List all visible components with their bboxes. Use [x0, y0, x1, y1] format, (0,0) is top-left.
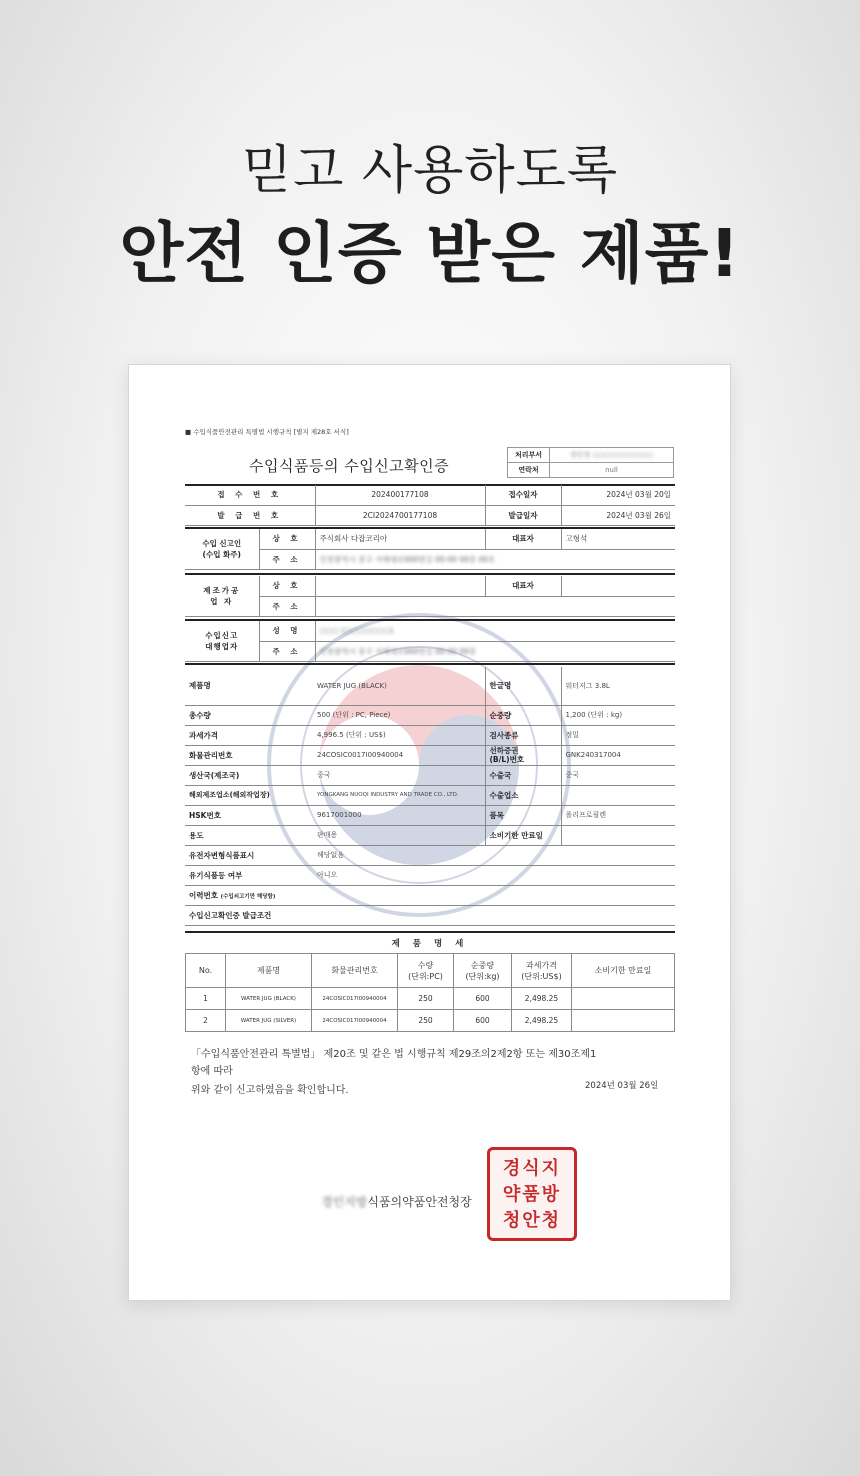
- detail-value: 폴리프로필렌: [561, 805, 675, 825]
- detail-value: 500 (단위 : PC, Piece): [313, 705, 485, 725]
- agent-table: [185, 621, 675, 662]
- detail-label: 소비기한 만료일: [485, 825, 561, 845]
- importer-rep: 고형석: [561, 529, 675, 549]
- manufacturer-rep-label: 대표자: [485, 576, 561, 596]
- confirm-text: 위와 같이 신고하였음을 확인합니다.: [191, 1085, 349, 1096]
- detail-label: 검사종류: [485, 725, 561, 745]
- detail-label: 유기식품등 여부: [185, 865, 313, 885]
- table-row: 1 WATER JUG (BLACK) 24COSIC017I00940004 250 600 2,498.25: [186, 988, 675, 1010]
- detail-value: 9617001000: [313, 805, 485, 825]
- law-text-line-1: 「수입식품안전관리 특별법」 제20조 및 같은 법 시행규칙 제29조의2제2항 또는 제30조제1: [191, 1049, 597, 1060]
- detail-label: 용도: [185, 825, 313, 845]
- detail-value: 판매용: [313, 825, 485, 845]
- product-header: 과세가격 (단위:US$): [512, 954, 572, 988]
- product-header: 소비기한 만료일: [572, 954, 675, 988]
- detail-label: 선하증권 (B/L)번호: [485, 745, 561, 765]
- meta-value: null: [550, 463, 674, 478]
- document-title: 수입식품등의 수입신고확인증: [249, 457, 450, 475]
- agent-section-label: 수입신고 대행업자: [185, 621, 259, 661]
- meta-label: 처리부서: [508, 448, 550, 463]
- product-table-title: 제 품 명 세: [391, 939, 469, 949]
- detail-label: 순중량: [485, 705, 561, 725]
- signer-prefix: 경인지방: [321, 1195, 368, 1209]
- detail-value: GNK240317004: [561, 745, 675, 765]
- certificate-document: [128, 364, 731, 1301]
- detail-label: 품목: [485, 805, 561, 825]
- detail-value: 워터저그 3.8L: [561, 667, 675, 705]
- details-table: [185, 667, 675, 926]
- issue-date: 2024년 03월 26일: [561, 505, 675, 525]
- signer-title: 식품의약품안전청장: [367, 1195, 472, 1209]
- detail-label: 생산국(제조국): [185, 765, 313, 785]
- detail-label: 수출업소: [485, 785, 561, 805]
- detail-value: 중국: [561, 765, 675, 785]
- product-header: No.: [186, 954, 226, 988]
- importer-table: [185, 529, 675, 570]
- detail-value: 1,200 (단위 : kg): [561, 705, 675, 725]
- product-header: 제품명: [226, 954, 312, 988]
- manufacturer-name: [315, 576, 485, 596]
- agent-name: ○○○ (○○○○○○○): [315, 621, 675, 641]
- importer-rep-label: 대표자: [485, 529, 561, 549]
- detail-label: 이력번호: [189, 890, 218, 900]
- importer-addr-label: 주 소: [259, 549, 315, 569]
- form-reference: ■ 수입식품안전관리 특별법 시행규칙 [별지 제28호 서식]: [185, 427, 349, 436]
- detail-label: 화물관리번호: [185, 745, 313, 765]
- issue-date-footer: 2024년 03월 26일: [585, 1081, 659, 1091]
- detail-value: WATER JUG (BLACK): [313, 667, 485, 705]
- product-header: 수량 (단위:PC): [398, 954, 454, 988]
- detail-value: YONGKANG NUOQI INDUSTRY AND TRADE CO., LTD.: [313, 785, 485, 805]
- agent-addr: 인천광역시 중구 서해대로000번길 00-00 00층: [315, 641, 675, 661]
- detail-value: 중국: [313, 765, 485, 785]
- meta-label: 연락처: [508, 463, 550, 478]
- detail-label: 제품명: [185, 667, 313, 705]
- office-meta-table: [507, 447, 674, 478]
- receipt-no: 202400177108: [315, 485, 485, 505]
- meta-value: 경인청 ○○○○○○○○○○: [550, 448, 674, 463]
- product-header: 순중량 (단위:kg): [454, 954, 512, 988]
- importer-addr: 인천광역시 중구 서해대로000번길 00-00 00층 00호: [315, 549, 675, 569]
- importer-section-label: 수입 신고인 (수입 화주): [185, 529, 259, 569]
- detail-value: [561, 825, 675, 845]
- product-table: [185, 953, 675, 1032]
- headline-line-1: 믿고 사용하도록: [241, 141, 619, 201]
- detail-label: 유전자변형식품표시: [185, 845, 313, 865]
- detail-sublabel: (수입쇠고기만 해당함): [220, 893, 276, 900]
- detail-value: 24COSIC0017I00940004: [313, 745, 485, 765]
- receipt-date-label: 접수일자: [485, 485, 561, 505]
- detail-label: 해외제조업소(해외작업장): [185, 785, 313, 805]
- manufacturer-rep: [561, 576, 675, 596]
- manufacturer-addr: [315, 596, 675, 616]
- detail-value: [313, 905, 675, 925]
- receipt-date: 2024년 03월 20일: [561, 485, 675, 505]
- importer-name: 주식회사 다잡코리아: [315, 529, 485, 549]
- detail-value: 해당없음: [313, 845, 675, 865]
- detail-label: 수출국: [485, 765, 561, 785]
- detail-label: 총수량: [185, 705, 313, 725]
- detail-label: HSK번호: [185, 805, 313, 825]
- signer: [321, 1193, 472, 1210]
- headline-line-2: 안전 인증 받은 제품!: [119, 215, 741, 292]
- detail-value: 정밀: [561, 725, 675, 745]
- issue-no: 2CI2024700177108: [315, 505, 485, 525]
- detail-label: 과세가격: [185, 725, 313, 745]
- agent-addr-label: 주 소: [259, 641, 315, 661]
- detail-value: 4,996.5 (단위 : US$): [313, 725, 485, 745]
- manufacturer-name-label: 상 호: [259, 576, 315, 596]
- manufacturer-section-label: 제조가공 업 자: [185, 576, 259, 616]
- table-row: 2 WATER JUG (SILVER) 24COSIC017I00940004 250 600 2,498.25: [186, 1010, 675, 1032]
- receipt-no-label: 접 수 번 호: [185, 485, 315, 505]
- issue-date-label: 발급일자: [485, 505, 561, 525]
- detail-label: 한글명: [485, 667, 561, 705]
- detail-value: [561, 785, 675, 805]
- law-text-line-2: 항에 따라: [191, 1066, 233, 1077]
- issue-no-label: 발 급 번 호: [185, 505, 315, 525]
- detail-label: 수입신고확인증 발급조건: [185, 905, 313, 925]
- receipt-table: [185, 485, 675, 526]
- manufacturer-addr-label: 주 소: [259, 596, 315, 616]
- manufacturer-table: [185, 576, 675, 617]
- detail-value: 아니오: [313, 865, 675, 885]
- agent-name-label: 성 명: [259, 621, 315, 641]
- detail-value: [313, 885, 675, 905]
- product-header: 화물관리번호: [312, 954, 398, 988]
- official-seal-stamp: 경식지 약품방 청안청: [487, 1147, 577, 1241]
- importer-name-label: 상 호: [259, 529, 315, 549]
